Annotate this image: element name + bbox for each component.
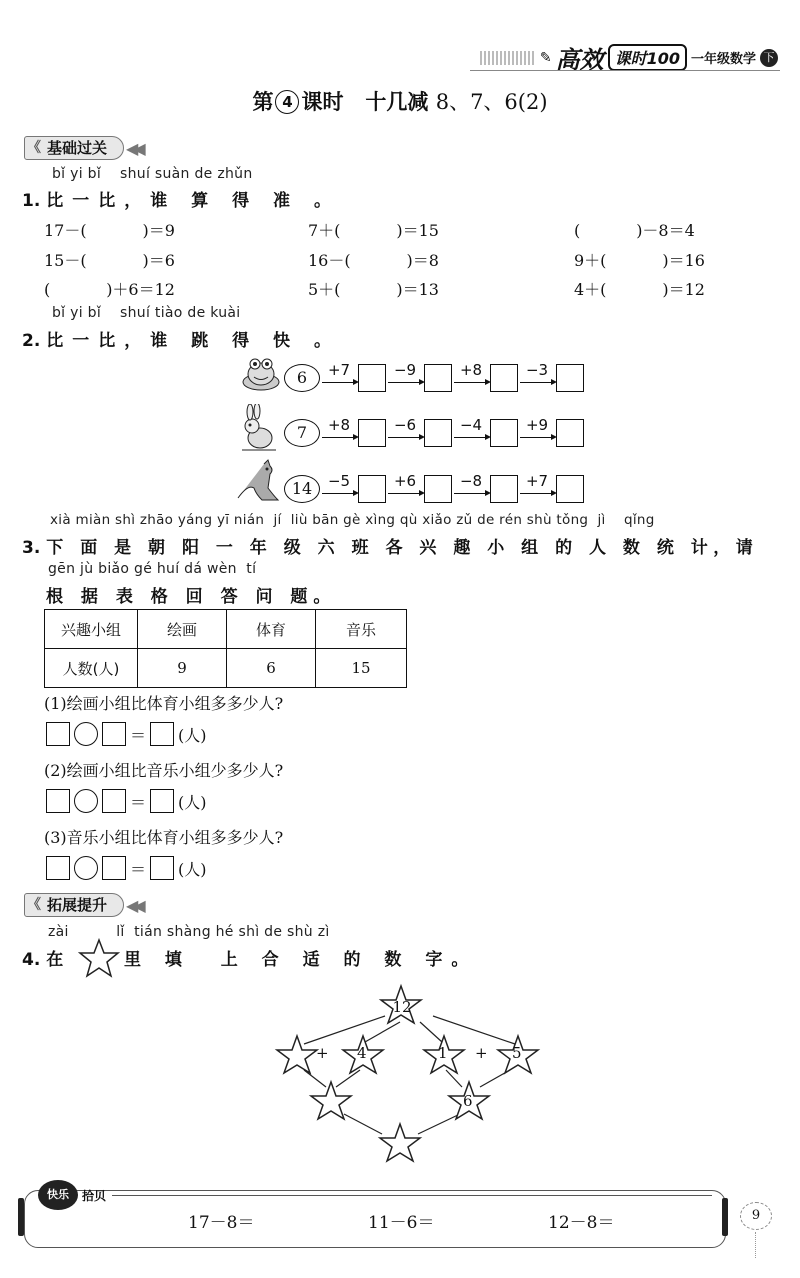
footer-equation: 17－8＝ bbox=[188, 1213, 255, 1233]
section-banner-basic bbox=[24, 136, 141, 160]
rabbit-icon bbox=[236, 404, 282, 454]
q3-pinyin-1: xià miàn shì zhāo yáng yī nián jí liù bān gè xìng qù xiǎo zǔ de rén shù tǒng jì qǐng bbox=[50, 512, 655, 528]
operator-circle[interactable] bbox=[74, 722, 98, 746]
header-rule bbox=[470, 70, 780, 71]
jump-arrow: −6 bbox=[386, 419, 424, 447]
q2-prompt: 2. 比一比，谁 跳 得 快 。 bbox=[22, 331, 340, 351]
answer-box[interactable] bbox=[150, 789, 174, 813]
chevron-left-icon: ◀◀ bbox=[126, 138, 141, 158]
answer-box[interactable] bbox=[358, 475, 386, 503]
jump-arrow: +8 bbox=[452, 364, 490, 392]
star-label-low-right: 6 bbox=[463, 1092, 473, 1110]
answer-box[interactable] bbox=[556, 419, 584, 447]
q1-eq: 4＋( )＝12 bbox=[574, 280, 705, 299]
q3-pinyin-2: gēn jù biǎo gé huí dá wèn tí bbox=[48, 561, 257, 577]
q3-sub-1: (1)绘画小组比体育小组多多少人? bbox=[44, 694, 284, 713]
answer-box[interactable] bbox=[150, 722, 174, 746]
answer-box[interactable] bbox=[490, 475, 518, 503]
answer-row-3 bbox=[46, 856, 207, 880]
answer-box[interactable] bbox=[490, 419, 518, 447]
table-cell: 6 bbox=[227, 649, 316, 688]
footer-equation: 12－8＝ bbox=[548, 1213, 615, 1233]
answer-box[interactable] bbox=[102, 789, 126, 813]
table-row bbox=[45, 649, 407, 688]
table-header-cell: 体育 bbox=[227, 610, 316, 649]
lesson-number: 4 bbox=[275, 90, 299, 114]
jump-arrow: −8 bbox=[452, 475, 490, 503]
section-banner-extend bbox=[24, 893, 141, 917]
q1-eq: ( )＋6＝12 bbox=[44, 280, 175, 299]
plus-sign: + bbox=[316, 1044, 329, 1062]
kangaroo-icon bbox=[234, 458, 282, 504]
q1-eq: 5＋( )＝13 bbox=[308, 280, 439, 299]
answer-box[interactable] bbox=[358, 419, 386, 447]
footer-bar-left bbox=[18, 1198, 24, 1236]
star-label-mid-right-1: 1 bbox=[438, 1044, 448, 1062]
start-number: 14 bbox=[284, 475, 320, 503]
jump-arrow: +7 bbox=[518, 475, 556, 503]
jump-row-frog bbox=[284, 361, 584, 392]
star-icon bbox=[78, 938, 120, 978]
q3-prompt-1: 3. 下 面 是 朝 阳 一 年 级 六 班 各 兴 趣 小 组 的 人 数 统 计，请 bbox=[22, 538, 759, 558]
jump-arrow: +6 bbox=[386, 475, 424, 503]
answer-box[interactable] bbox=[46, 789, 70, 813]
book-icon: ✎ bbox=[539, 49, 552, 66]
jump-arrow: +8 bbox=[320, 419, 358, 447]
footer-rule bbox=[112, 1195, 712, 1196]
badge-label: 拾贝 bbox=[82, 1189, 107, 1203]
star-label-mid-left-2: 4 bbox=[357, 1044, 367, 1062]
answer-box[interactable] bbox=[358, 364, 386, 392]
stats-table bbox=[44, 609, 407, 688]
q1-eq: 17－( )＝9 bbox=[44, 221, 175, 240]
operator-circle[interactable] bbox=[74, 856, 98, 880]
equals-sign: ＝ bbox=[130, 859, 147, 879]
q1-eq: 9＋( )＝16 bbox=[574, 251, 705, 270]
equals-sign: ＝ bbox=[130, 725, 147, 745]
start-number: 7 bbox=[284, 419, 320, 447]
section-label: 《 拓展提升 bbox=[24, 893, 124, 917]
answer-box[interactable] bbox=[490, 364, 518, 392]
equals-sign: ＝ bbox=[130, 792, 147, 812]
star-low-left bbox=[311, 1082, 351, 1119]
answer-box[interactable] bbox=[46, 722, 70, 746]
answer-box[interactable] bbox=[102, 722, 126, 746]
lesson-title: 第 4 课时 十几减 8、7、6(2) bbox=[252, 90, 548, 114]
q4-prompt: 4. 在 bbox=[22, 950, 73, 970]
jump-arrow: +9 bbox=[518, 419, 556, 447]
q1-eq: 15－( )＝6 bbox=[44, 251, 175, 270]
q2-pinyin: bǐ yi bǐ shuí tiào de kuài bbox=[52, 305, 241, 321]
q1-pinyin: bǐ yi bǐ shuí suàn de zhǔn bbox=[52, 166, 253, 182]
footer-equation: 11－6＝ bbox=[368, 1213, 435, 1233]
answer-box[interactable] bbox=[46, 856, 70, 880]
brand-decoration bbox=[480, 51, 536, 65]
table-cell: 9 bbox=[138, 649, 227, 688]
table-header-cell: 音乐 bbox=[316, 610, 407, 649]
answer-row-2 bbox=[46, 789, 207, 813]
answer-box[interactable] bbox=[102, 856, 126, 880]
q3-prompt-2: 根 据 表 格 回 答 问 题。 bbox=[46, 587, 337, 607]
frog-icon bbox=[240, 352, 282, 394]
star-bottom bbox=[380, 1124, 420, 1161]
footer-bar-right bbox=[722, 1198, 728, 1236]
chevron-left-icon: ◀◀ bbox=[126, 895, 141, 915]
answer-box[interactable] bbox=[424, 475, 452, 503]
star-label-mid-right-2: 5 bbox=[512, 1044, 522, 1062]
happy-badge: 快乐 bbox=[38, 1180, 78, 1210]
brand-grade: 一年级数学 bbox=[690, 52, 756, 67]
q3-sub-3: (3)音乐小组比体育小组多多少人? bbox=[44, 828, 284, 847]
page-decoration bbox=[755, 1232, 756, 1258]
q4-pinyin: zài lǐ tián shàng hé shì de shù zì bbox=[48, 924, 330, 940]
answer-box[interactable] bbox=[424, 419, 452, 447]
star-label-top: 12 bbox=[392, 998, 412, 1016]
brand-series: 课时100 bbox=[608, 44, 687, 71]
answer-box[interactable] bbox=[150, 856, 174, 880]
unit-label: (人) bbox=[178, 859, 207, 879]
volume-badge: 下 bbox=[760, 49, 778, 67]
table-cell: 15 bbox=[316, 649, 407, 688]
unit-label: (人) bbox=[178, 792, 207, 812]
jump-arrow: −3 bbox=[518, 364, 556, 392]
answer-row-1 bbox=[46, 722, 207, 746]
unit-label: (人) bbox=[178, 725, 207, 745]
q4-prompt-rest: 里 填 上 合 适 的 数 字。 bbox=[124, 950, 478, 970]
table-header-row bbox=[45, 610, 407, 649]
table-header-cell: 兴趣小组 bbox=[45, 610, 138, 649]
page-number: 9 bbox=[740, 1202, 772, 1230]
operator-circle[interactable] bbox=[74, 789, 98, 813]
jump-arrow: −9 bbox=[386, 364, 424, 392]
table-header-cell: 绘画 bbox=[138, 610, 227, 649]
jump-arrow: +7 bbox=[320, 364, 358, 392]
brand-title: 高效 bbox=[555, 46, 604, 74]
answer-box[interactable] bbox=[424, 364, 452, 392]
answer-box[interactable] bbox=[556, 364, 584, 392]
jump-arrow: −4 bbox=[452, 419, 490, 447]
plus-sign: + bbox=[475, 1044, 488, 1062]
jump-row-kangaroo bbox=[284, 472, 584, 503]
q1-eq: 7＋( )＝15 bbox=[308, 221, 439, 240]
q1-prompt: 1. 比一比，谁 算 得 准 。 bbox=[22, 191, 340, 211]
jump-arrow: −5 bbox=[320, 475, 358, 503]
table-row-label: 人数(人) bbox=[45, 649, 138, 688]
section-label: 《 基础过关 bbox=[24, 136, 124, 160]
q1-eq: 16－( )＝8 bbox=[308, 251, 439, 270]
q1-eq: ( )－8＝4 bbox=[574, 221, 695, 240]
start-number: 6 bbox=[284, 364, 320, 392]
jump-row-rabbit bbox=[284, 416, 584, 447]
answer-box[interactable] bbox=[556, 475, 584, 503]
q3-sub-2: (2)绘画小组比音乐小组少多少人? bbox=[44, 761, 284, 780]
